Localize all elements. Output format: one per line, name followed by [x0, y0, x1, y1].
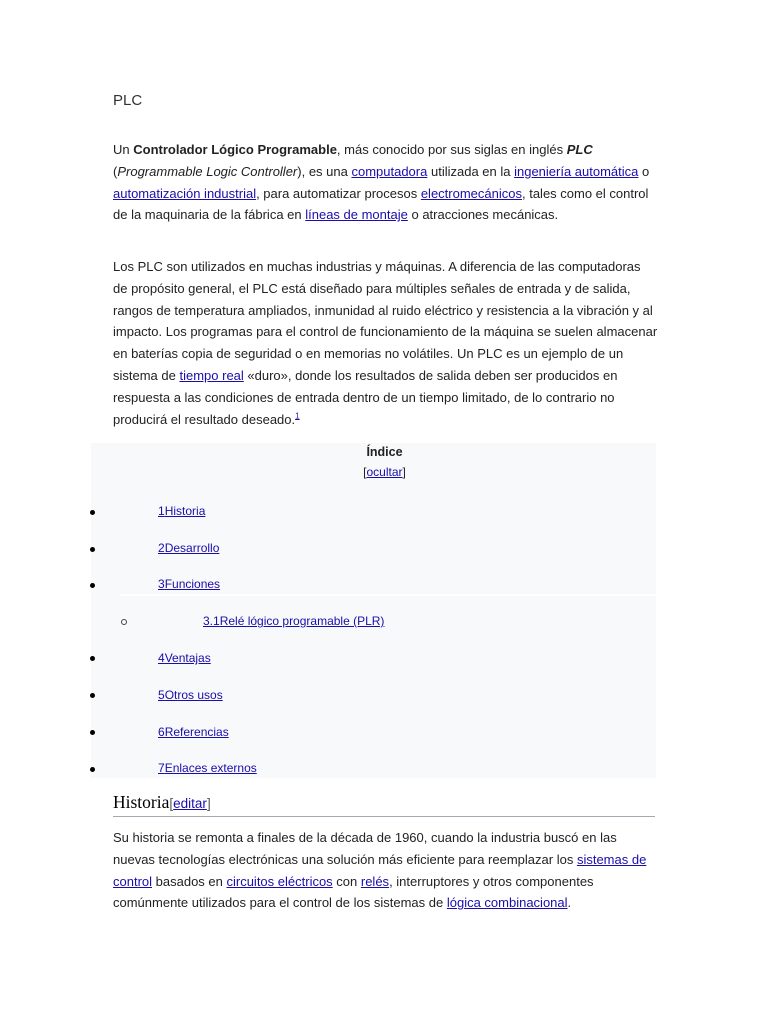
bullet-icon: [90, 693, 95, 698]
toc-toggle: [113, 465, 656, 479]
toc-label: Desarrollo: [164, 541, 220, 555]
toc-number: 3: [158, 577, 165, 591]
intro-text: , más conocido por sus siglas en inglés: [336, 142, 567, 157]
section-heading-text: Historia: [113, 792, 170, 812]
bracket: ]: [206, 796, 211, 811]
historia-paragraph: [113, 827, 658, 914]
paragraph-text: Los PLC son utilizados en muchas industrias y máquinas. A diferencia de las computadoras de propósito general, el PLC está diseñado para múltiples señales de entrada y de salida, rangos de temperatura ampliados, inmunidad al ruido eléctrico y resistencia a la vibración y al impacto. Los programas para el control de funcionamiento de la máquina se suelen almacenar en baterías copia de seguridad o en memorias no volátiles. Un PLC es un ejemplo de un sistema de: [113, 259, 658, 383]
toc-item-enlaces-externos[interactable]: [158, 761, 257, 775]
bullet-icon: [90, 510, 95, 515]
edit-section: [169, 796, 210, 811]
link-automatizacion-industrial[interactable]: automatización industrial: [113, 185, 257, 201]
toc-item-referencias[interactable]: [158, 725, 229, 739]
intro-text: , tales como el control de la maquinaria de la fábrica en: [113, 185, 649, 223]
paragraph-text: «duro», donde los resultados de salida deben ser producidos en respuesta a las condiciones de entrada dentro de un tiempo limitado, de lo contrario no producirá el resultado deseado.: [113, 367, 618, 427]
toc-item-historia[interactable]: [158, 504, 205, 518]
bullet-icon: [90, 583, 95, 588]
toc-number: 7: [158, 761, 165, 775]
description-paragraph: [113, 256, 658, 430]
intro-text: , para automatizar procesos: [256, 185, 421, 201]
bullet-icon: [90, 656, 95, 661]
toc-label: Otros usos: [164, 688, 223, 702]
english-term: Programmable Logic Controller: [117, 163, 298, 179]
table-of-contents: [91, 443, 656, 778]
bullet-icon: [90, 767, 95, 772]
toc-item-otros-usos[interactable]: [158, 688, 223, 702]
bracket: [: [363, 465, 367, 479]
link-circuitos-electricos[interactable]: circuitos eléctricos: [226, 873, 333, 889]
intro-text: (: [113, 163, 118, 179]
toc-label: Historia: [164, 504, 206, 518]
bracket: ]: [402, 465, 406, 479]
circle-bullet-icon: [121, 619, 127, 625]
toc-item-rele-logico-programable[interactable]: [203, 614, 384, 628]
intro-text: o atracciones mecánicas.: [407, 207, 559, 223]
link-logica-combinacional[interactable]: lógica combinacional: [446, 895, 568, 911]
bullet-icon: [90, 547, 95, 552]
paragraph-text: basados en: [152, 873, 227, 889]
link-lineas-de-montaje[interactable]: líneas de montaje: [305, 207, 408, 223]
link-reles[interactable]: relés: [360, 873, 390, 889]
link-computadora[interactable]: computadora: [351, 163, 428, 179]
toc-hide-link[interactable]: ocultar: [366, 465, 403, 479]
toc-label: Referencias: [164, 725, 229, 739]
paragraph-text: .: [567, 895, 572, 911]
toc-label: Relé lógico programable (PLR): [219, 614, 385, 628]
toc-sublist: [120, 596, 656, 629]
intro-text: ), es una: [297, 163, 352, 179]
link-electromecanicos[interactable]: electromecánicos: [420, 185, 522, 201]
term-bold: Controlador Lógico Programable: [133, 142, 337, 157]
edit-section-link[interactable]: editar: [173, 796, 207, 811]
link-sistemas-de-control[interactable]: sistemas de control: [113, 851, 647, 889]
toc-item-desarrollo[interactable]: [158, 541, 219, 555]
section-heading-historia: [113, 792, 655, 817]
reference-link[interactable]: 1: [295, 411, 300, 421]
intro-text: o: [638, 163, 650, 179]
bracket: [: [169, 796, 174, 811]
paragraph-text: , interruptores y otros componentes comúnmente utilizados para el control de los sistemas de: [113, 873, 594, 911]
bullet-icon: [90, 730, 95, 735]
toc-number: 1: [158, 504, 165, 518]
toc-label: Funciones: [164, 577, 221, 591]
page-title: PLC: [113, 92, 143, 109]
toc-header: [113, 443, 656, 483]
link-ingenieria-automatica[interactable]: ingeniería automática: [514, 163, 639, 179]
toc-number: 4: [158, 651, 165, 665]
toc-label: Enlaces externos: [164, 761, 257, 775]
intro-paragraph: [113, 139, 658, 226]
intro-text: utilizada en la: [427, 163, 515, 179]
toc-number: 5: [158, 688, 165, 702]
paragraph-text: con: [332, 873, 361, 889]
intro-text: Un: [113, 142, 134, 157]
toc-number: 2: [158, 541, 165, 555]
acronym-bold: PLC: [566, 142, 593, 157]
paragraph-text: Su historia se remonta a finales de la década de 1960, cuando la industria buscó en las nuevas tecnologías electrónicas una solución más eficiente para reemplazar los: [113, 830, 617, 867]
link-tiempo-real[interactable]: tiempo real: [179, 367, 244, 383]
toc-label: Ventajas: [164, 651, 211, 665]
toc-title: Índice: [366, 445, 403, 459]
toc-number: 6: [158, 725, 165, 739]
toc-number: 3.1: [203, 614, 220, 628]
toc-item-funciones[interactable]: [158, 577, 220, 591]
toc-item-ventajas[interactable]: [158, 651, 211, 665]
